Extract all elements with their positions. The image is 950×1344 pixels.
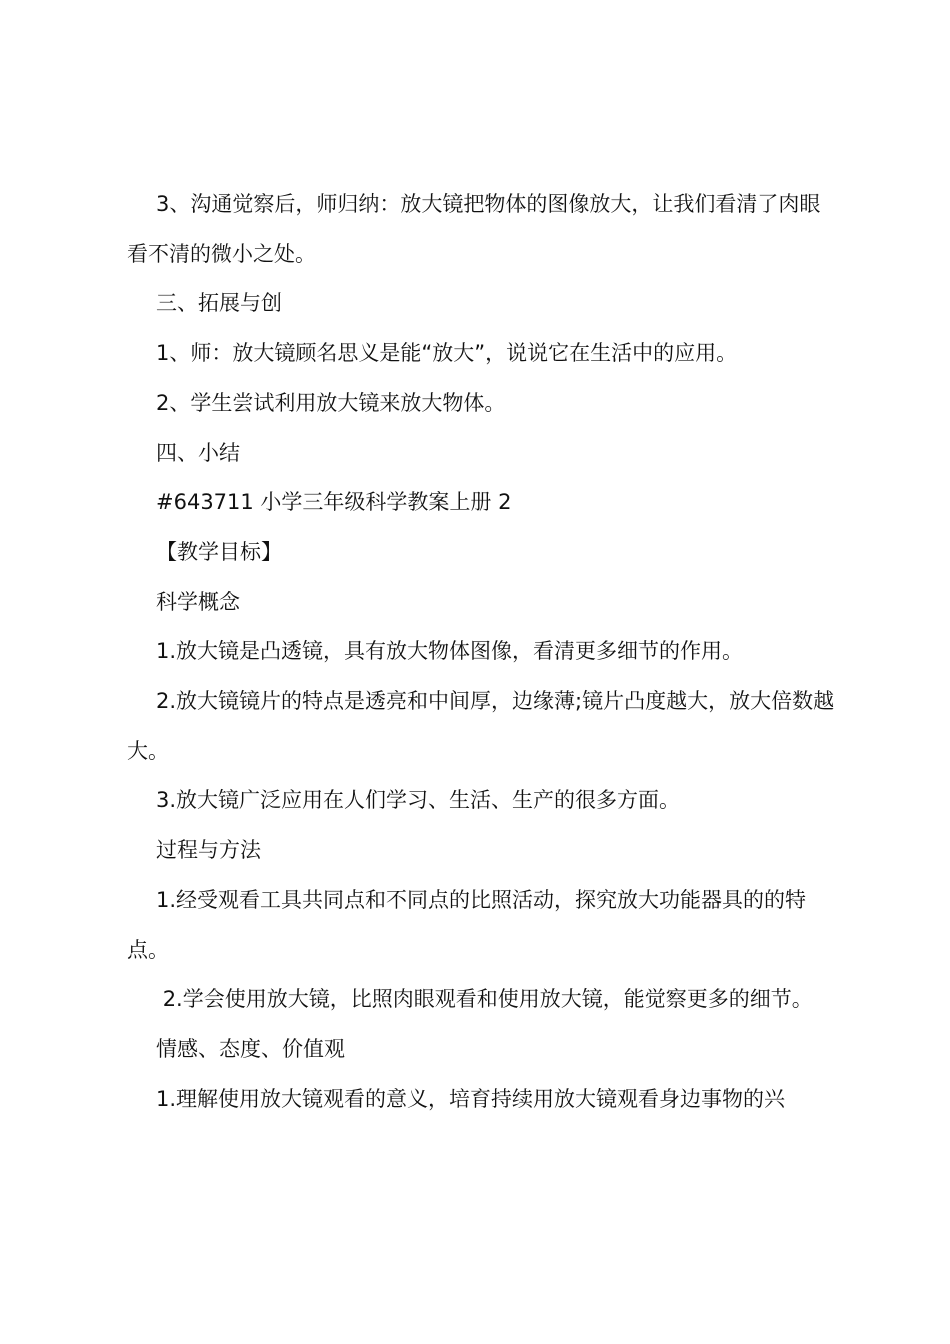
paragraph: 2.学会使用放大镜，比照肉眼观看和使用放大镜，能觉察更多的细节。	[156, 987, 813, 1012]
paragraph: 1.经受观看工具共同点和不同点的比照活动，探究放大功能器具的的特点。	[127, 887, 807, 962]
paragraph: 1、师：放大镜顾名思义是能“放大”，说说它在生活中的应用。	[156, 341, 738, 366]
document-body	[127, 180, 835, 1124]
section-heading: 三、拓展与创	[156, 291, 282, 316]
paragraph: 3.放大镜广泛应用在人们学习、生活、生产的很多方面。	[156, 788, 681, 813]
subsection-heading: 科学概念	[156, 589, 240, 614]
paragraph: 2、学生尝试利用放大镜来放大物体。	[156, 390, 506, 415]
document-title: #643711 小学三年级科学教案上册 2	[156, 490, 512, 515]
section-heading: 四、小结	[156, 440, 240, 465]
paragraph: 3、沟通觉察后，师归纳：放大镜把物体的图像放大，让我们看清了肉眼看不清的微小之处。	[127, 192, 821, 266]
subsection-heading: 过程与方法	[156, 838, 261, 863]
paragraph: 1.放大镜是凸透镜，具有放大物体图像，看清更多细节的作用。	[156, 639, 744, 664]
paragraph: 1.理解使用放大镜观看的意义，培育持续用放大镜观看身边事物的兴	[156, 1086, 786, 1111]
paragraph: 2.放大镜镜片的特点是透亮和中间厚，边缘薄;镜片凸度越大，放大倍数越大。	[127, 689, 835, 763]
subsection-heading: 情感、态度、价值观	[156, 1036, 345, 1061]
section-heading: 【教学目标】	[156, 539, 282, 564]
